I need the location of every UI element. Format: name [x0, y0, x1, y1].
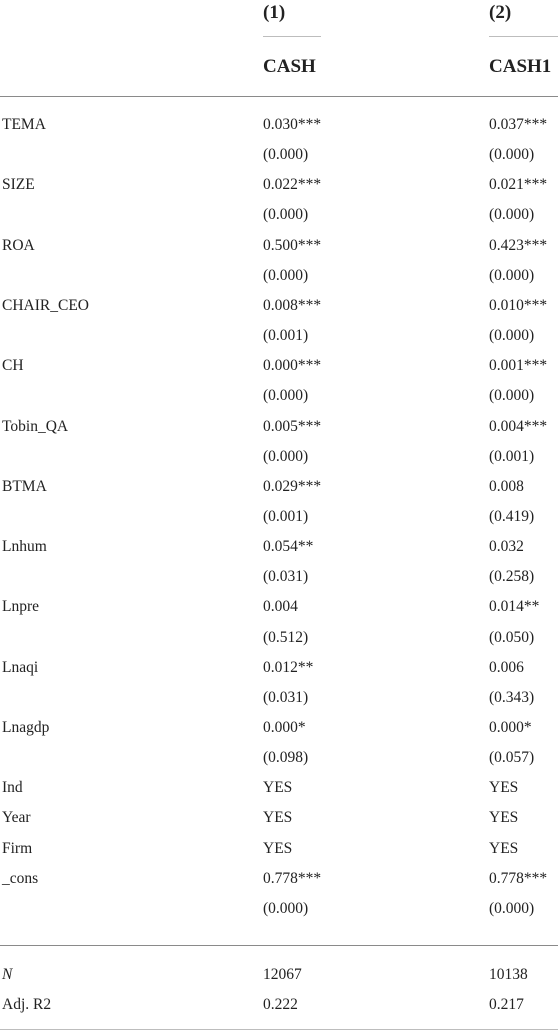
row-value-col2: (0.000): [489, 146, 535, 164]
row-value-col1: (0.031): [263, 568, 309, 586]
row-value-col1: (0.512): [263, 628, 309, 646]
table-row: [0, 683, 558, 713]
table-row: [0, 381, 558, 411]
row-label: Ind: [2, 779, 23, 797]
header-bottom-rule: [0, 96, 558, 97]
row-label: Tobin_QA: [2, 417, 69, 435]
row-value-col2: (0.000): [489, 266, 535, 284]
table-row: [0, 200, 558, 230]
table-row: [0, 960, 558, 990]
row-value-col1: 0.005***: [263, 417, 322, 435]
row-label: Lnagdp: [2, 719, 50, 736]
table-row: [0, 231, 558, 261]
table-row: [0, 864, 558, 894]
table-row: [0, 140, 558, 170]
row-label: CH: [2, 357, 24, 375]
row-value-col2: (0.050): [489, 628, 535, 646]
row-value-col1: 0.022***: [263, 176, 322, 194]
row-value-col2: 0.004***: [489, 417, 548, 435]
table-row: [0, 261, 558, 291]
table-row: [0, 743, 558, 773]
row-value-col2: (0.343): [489, 688, 535, 706]
row-value-col2: YES: [489, 809, 519, 827]
table-row: [0, 803, 558, 833]
row-value-col2: (0.001): [489, 447, 535, 465]
row-value-col2: 0.021***: [489, 176, 548, 194]
row-value-col1: (0.000): [263, 447, 309, 465]
table-row: [0, 834, 558, 864]
table-row: [0, 623, 558, 653]
row-value-col2: 0.778***: [489, 869, 548, 887]
table-row: [0, 472, 558, 502]
row-value-col1: 0.778***: [263, 869, 322, 887]
column-2-number: (2): [489, 2, 512, 23]
table-row: [0, 321, 558, 351]
row-value-col2: 0.008: [489, 477, 524, 495]
row-label: ROA: [2, 236, 35, 254]
row-value-col1: 0.012**: [263, 658, 314, 676]
row-value-col2: (0.419): [489, 507, 535, 525]
table-row: [0, 442, 558, 472]
table-row: [0, 351, 558, 381]
table-row: [0, 502, 558, 532]
row-value-col1: (0.000): [263, 899, 309, 917]
row-value-col2: 0.032: [489, 538, 524, 556]
row-label: SIZE: [2, 176, 35, 194]
row-value-col1: (0.000): [263, 146, 309, 164]
table-row: [0, 894, 558, 924]
row-value-col2: (0.258): [489, 568, 535, 586]
row-value-col1: (0.098): [263, 749, 309, 767]
column-1-header-rule: [263, 36, 321, 37]
row-value-col1: 12067: [263, 966, 302, 983]
table-row: [0, 532, 558, 562]
row-value-col2: (0.000): [489, 387, 535, 405]
table-row: [0, 562, 558, 592]
table-row: [0, 170, 558, 200]
row-value-col1: 0.054**: [263, 538, 314, 556]
row-value-col1: (0.001): [263, 507, 309, 525]
row-value-col2: (0.000): [489, 206, 535, 224]
row-label: CHAIR_CEO: [2, 296, 89, 314]
row-value-col1: 0.000*: [263, 719, 306, 736]
row-value-col2: (0.000): [489, 899, 535, 917]
row-value-col1: (0.000): [263, 206, 309, 224]
row-label: Lnaqi: [2, 658, 39, 676]
table-row: [0, 773, 558, 803]
row-value-col1: 0.222: [263, 996, 298, 1013]
column-2-variable: CASH1: [489, 56, 552, 77]
row-value-col1: 0.030***: [263, 116, 322, 133]
row-value-col2: YES: [489, 839, 519, 857]
row-label: Firm: [2, 839, 33, 857]
row-value-col2: 0.001***: [489, 357, 548, 375]
row-value-col1: 0.004: [263, 598, 298, 616]
row-value-col2: 0.014**: [489, 598, 540, 616]
row-value-col2: (0.000): [489, 327, 535, 344]
row-value-col2: (0.057): [489, 749, 535, 767]
row-value-col2: 0.217: [489, 996, 524, 1013]
table-row: [0, 592, 558, 622]
row-value-col1: (0.001): [263, 327, 309, 344]
row-value-col2: 0.423***: [489, 236, 548, 254]
row-label: Year: [2, 809, 31, 827]
column-2-header-rule: [489, 36, 558, 37]
table-row: [0, 291, 558, 321]
row-label: _cons: [2, 869, 39, 887]
row-value-col1: 0.008***: [263, 296, 322, 314]
row-value-col1: YES: [263, 779, 293, 797]
table-row: [0, 412, 558, 442]
table-row: [0, 110, 558, 140]
row-value-col1: (0.000): [263, 266, 309, 284]
row-label: TEMA: [2, 116, 46, 133]
row-value-col1: 0.500***: [263, 236, 322, 254]
row-value-col2: YES: [489, 779, 519, 797]
row-value-col1: 0.029***: [263, 477, 322, 495]
row-value-col2: 0.037***: [489, 116, 548, 133]
row-value-col2: 0.000*: [489, 719, 532, 736]
row-value-col1: YES: [263, 809, 293, 827]
row-value-col2: 10138: [489, 966, 528, 983]
row-label: Lnpre: [2, 598, 40, 616]
row-value-col1: (0.031): [263, 688, 309, 706]
row-value-col1: 0.000***: [263, 357, 322, 375]
table-row: [0, 990, 558, 1020]
column-1-variable: CASH: [263, 56, 316, 77]
row-label: Lnhum: [2, 538, 47, 556]
row-value-col2: 0.010***: [489, 296, 548, 314]
table-row: [0, 713, 558, 743]
row-value-col1: (0.000): [263, 387, 309, 405]
table-bottom-rule: [0, 1029, 558, 1030]
row-label: BTMA: [2, 477, 47, 495]
column-1-number: (1): [263, 2, 286, 23]
summary-top-rule: [0, 945, 558, 946]
row-value-col1: YES: [263, 839, 293, 857]
row-label: Adj. R2: [2, 996, 52, 1013]
table-row: [0, 653, 558, 683]
row-value-col2: 0.006: [489, 658, 524, 676]
row-label: N: [2, 966, 13, 983]
